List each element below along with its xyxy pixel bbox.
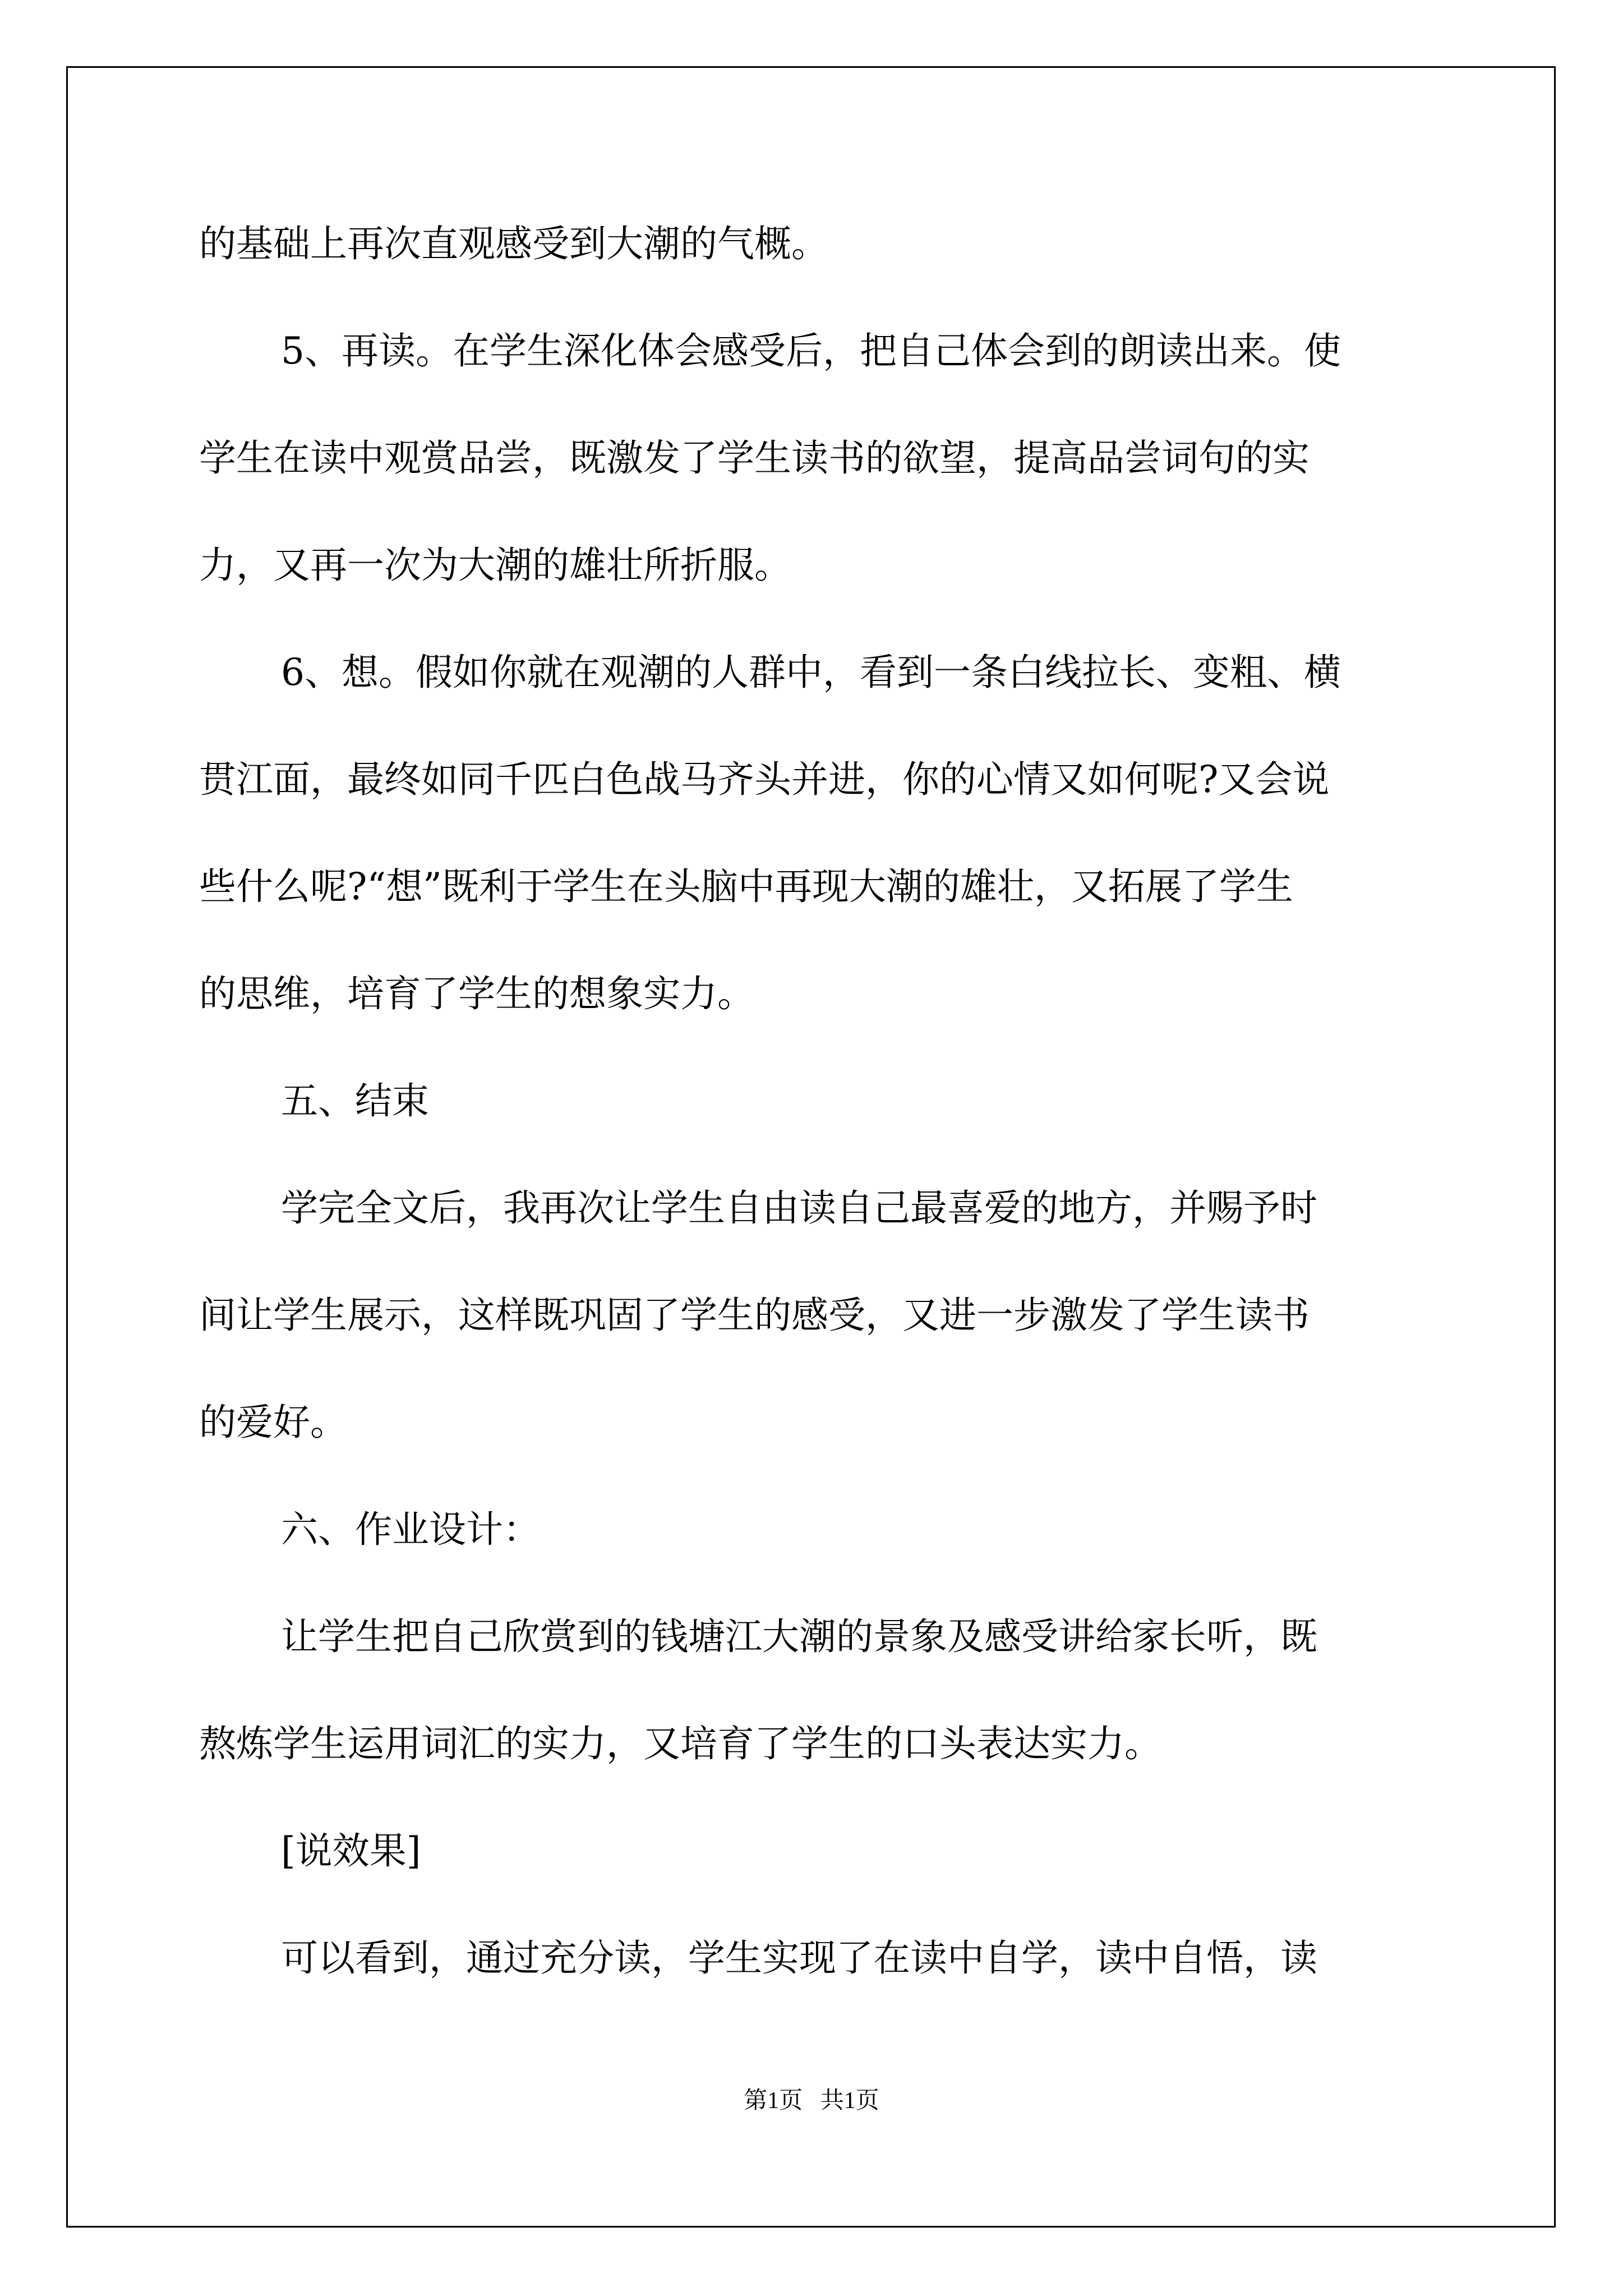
text-line: 可以看到，通过充分读，学生实现了在读中自学，读中自悟，读 [281,1936,1317,1980]
text-line: 的基础上再次直观感受到大潮的气概。 [199,222,828,265]
page-number-footer: 第1页 共1页 [744,2088,879,2114]
text-line: 间让学生展示，这样既巩固了学生的感受，又进一步激发了学生读书 [199,1294,1310,1337]
text-line: 熬炼学生运用词汇的实力，又培育了学生的口头表达实力。 [199,1722,1161,1765]
text-line: 的爱好。 [199,1401,347,1444]
text-line: 的思维，培育了学生的想象实力。 [199,972,754,1015]
section-heading: 六、作业设计： [281,1508,540,1551]
text-line: 学生在读中观赏品尝，既激发了学生读书的欲望，提高品尝词句的实 [199,436,1310,480]
text-line: 些什么呢?“想”既利于学生在头脑中再现大潮的雄壮，又拓展了学生 [199,865,1293,908]
text-line: 6、想。假如你就在观潮的人群中，看到一条白线拉长、变粗、横 [281,651,1341,694]
text-line: 力，又再一次为大潮的雄壮所折服。 [199,544,791,587]
section-heading: 五、结束 [281,1079,429,1122]
text-line: 5、再读。在学生深化体会感受后，把自己体会到的朗读出来。使 [281,329,1341,372]
text-line: 贯江面，最终如同千匹白色战马齐头并进，你的心情又如何呢?又会说 [199,758,1330,801]
text-line: 学完全文后，我再次让学生自由读自己最喜爱的地方，并赐予时 [281,1186,1317,1230]
page-border [66,66,1556,2228]
section-heading: [说效果] [281,1829,421,1872]
text-line: 让学生把自己欣赏到的钱塘江大潮的景象及感受讲给家长听，既 [281,1615,1317,1658]
